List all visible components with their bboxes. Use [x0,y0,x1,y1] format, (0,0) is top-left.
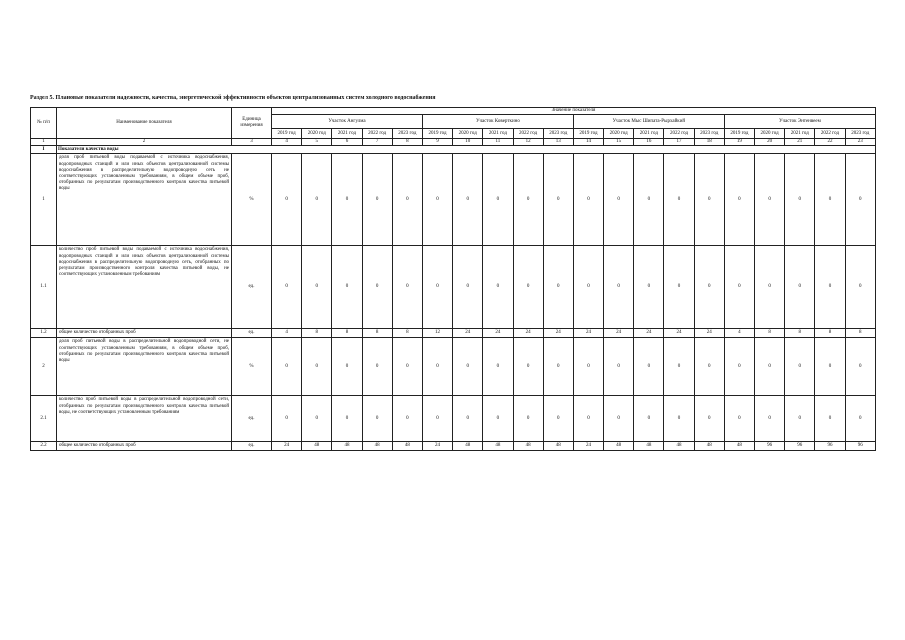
value-cell: 0 [272,396,302,442]
value-cell: 0 [694,154,724,246]
value-cell: 0 [664,154,694,246]
value-cell: 0 [815,246,845,329]
value-cell: 0 [724,246,754,329]
header-year: 2020 год [302,129,332,139]
value-cell: 0 [634,246,664,329]
value-cell: 24 [664,329,694,338]
row-name: общее количество отобранных проб [57,329,232,338]
value-cell: 0 [302,246,332,329]
row-unit: ед. [232,329,272,338]
header-year: 2020 год [604,129,634,139]
value-cell: 0 [604,338,634,396]
row-unit: % [232,338,272,396]
header-year: 2022 год [815,129,845,139]
value-cell: 96 [815,442,845,451]
value-cell: 48 [362,442,392,451]
header-year: 2019 год [272,129,302,139]
value-cell: 0 [724,396,754,442]
value-cell: 0 [785,338,815,396]
value-cell: 0 [302,154,332,246]
row-num: 2.2 [31,442,57,451]
value-cell: 0 [453,246,483,329]
header-unit: Единица измерения [232,108,272,139]
value-cell: 96 [755,442,785,451]
value-cell: 48 [392,442,422,451]
value-cell: 48 [453,442,483,451]
row-name: количество проб питьевой воды подаваемой с источника водоснабжения, водопроводных станций и или иных объектов централизованной системы водоснабжения в распределительную водопроводную сеть, отобранных по результатам производственного контроля качества питьевой воды, не соответствующих установленным требованиям [57,246,232,329]
value-cell: 24 [453,329,483,338]
value-cell: 24 [543,329,573,338]
value-cell: 0 [845,338,875,396]
column-number: 16 [634,139,664,146]
value-cell: 48 [604,442,634,451]
value-cell: 0 [392,246,422,329]
header-site-angulma: Участок Ангулма [272,115,423,129]
header-year: 2020 год [755,129,785,139]
row-name: общее количество отобранных проб [57,442,232,451]
column-number: 7 [362,139,392,146]
report-table [30,107,876,451]
value-cell: 48 [694,442,724,451]
value-cell: 0 [694,338,724,396]
value-cell: 0 [422,154,452,246]
value-cell: 8 [332,329,362,338]
column-number: 2 [57,139,232,146]
value-cell: 0 [543,154,573,246]
column-number: 21 [785,139,815,146]
column-number: 10 [453,139,483,146]
value-cell: 4 [724,329,754,338]
row-name: доля проб питьевой воды подаваемой с источника водоснабжения, водопроводных станций и или иных объектов централизованной системы водоснабжения в распределительную водопроводную сеть не соответствующих установленным требованиям, в общем объеме проб, отобранных по результатам производственного контроля качества питьевой воды [57,154,232,246]
value-cell: 0 [543,338,573,396]
value-cell: 0 [513,154,543,246]
section-title: Показатели качества воды [57,146,876,154]
column-number: 17 [664,139,694,146]
value-cell: 0 [483,338,513,396]
column-number: 19 [724,139,754,146]
table-row [31,154,876,246]
value-cell: 0 [785,154,815,246]
column-number: 5 [302,139,332,146]
value-cell: 48 [302,442,332,451]
value-cell: 24 [422,442,452,451]
value-cell: 0 [362,246,392,329]
column-number: 15 [604,139,634,146]
row-num: 1.1 [31,246,57,329]
value-cell: 0 [272,154,302,246]
row-unit: ед. [232,246,272,329]
value-cell: 24 [634,329,664,338]
column-number: 9 [422,139,452,146]
column-number: 8 [392,139,422,146]
value-cell: 0 [785,396,815,442]
value-cell: 0 [332,396,362,442]
value-cell: 0 [422,396,452,442]
value-cell: 24 [573,329,603,338]
value-cell: 0 [815,396,845,442]
header-value: Значение показателя [272,108,876,115]
value-cell: 0 [483,246,513,329]
header-year: 2023 год [543,129,573,139]
value-cell: 0 [694,246,724,329]
value-cell: 0 [604,246,634,329]
value-cell: 0 [362,154,392,246]
value-cell: 24 [272,442,302,451]
header-site-mys-shipata: Участок Мыс Шипата-Рырхайкий [573,115,724,129]
value-cell: 0 [573,396,603,442]
value-cell: 0 [755,396,785,442]
value-cell: 0 [453,154,483,246]
row-num: 2.1 [31,396,57,442]
value-cell: 8 [755,329,785,338]
table-row [31,442,876,451]
value-cell: 0 [604,154,634,246]
value-cell: 0 [332,338,362,396]
value-cell: 12 [422,329,452,338]
value-cell: 0 [845,154,875,246]
value-cell: 0 [573,338,603,396]
row-name: доля проб питьевой воды в распределительной водопроводной сети, не соответствующих установленным требованиям, в общем объеме проб, отобранных по результатам производственного контроля качества питьевой воды [57,338,232,396]
value-cell: 0 [302,396,332,442]
value-cell: 0 [392,396,422,442]
header-name: Наименование показателя [57,108,232,139]
value-cell: 96 [845,442,875,451]
row-unit: ед. [232,396,272,442]
header-year: 2022 год [664,129,694,139]
value-cell: 0 [724,338,754,396]
value-cell: 0 [664,246,694,329]
row-num: 1.2 [31,329,57,338]
value-cell: 8 [362,329,392,338]
header-year: 2022 год [513,129,543,139]
value-cell: 0 [755,246,785,329]
value-cell: 0 [845,396,875,442]
value-cell: 8 [845,329,875,338]
value-cell: 0 [392,338,422,396]
page-title: Раздел 5. Плановые показатели надежности, качества, энергетической эффективности объектов централизованных систем холодного водоснабжения [30,95,436,101]
value-cell: 0 [815,338,845,396]
value-cell: 0 [513,396,543,442]
value-cell: 0 [634,154,664,246]
value-cell: 8 [302,329,332,338]
value-cell: 4 [272,329,302,338]
header-year: 2019 год [573,129,603,139]
value-cell: 0 [362,396,392,442]
value-cell: 0 [634,338,664,396]
value-cell: 24 [513,329,543,338]
value-cell: 0 [513,246,543,329]
value-cell: 0 [483,396,513,442]
value-cell: 0 [724,154,754,246]
column-number: 23 [845,139,875,146]
header-num: № п/п [31,108,57,139]
column-number: 18 [694,139,724,146]
header-year: 2019 год [422,129,452,139]
header-year: 2022 год [362,129,392,139]
value-cell: 48 [513,442,543,451]
value-cell: 0 [573,246,603,329]
header-year: 2021 год [785,129,815,139]
value-cell: 24 [694,329,724,338]
column-number: 14 [573,139,603,146]
value-cell: 0 [543,246,573,329]
value-cell: 0 [453,338,483,396]
column-number: 1 [31,139,57,146]
value-cell: 0 [845,246,875,329]
column-number: 12 [513,139,543,146]
value-cell: 0 [392,154,422,246]
column-number: 22 [815,139,845,146]
value-cell: 0 [815,154,845,246]
value-cell: 8 [815,329,845,338]
value-cell: 8 [392,329,422,338]
value-cell: 0 [362,338,392,396]
value-cell: 0 [694,396,724,442]
column-number: 3 [232,139,272,146]
value-cell: 24 [604,329,634,338]
value-cell: 0 [422,246,452,329]
value-cell: 24 [483,329,513,338]
header-year: 2019 год [724,129,754,139]
header-site-entenveem: Участок Энтенвеем [724,115,875,129]
column-number: 4 [272,139,302,146]
header-year: 2023 год [392,129,422,139]
value-cell: 0 [483,154,513,246]
value-cell: 0 [302,338,332,396]
value-cell: 0 [332,246,362,329]
column-number: 13 [543,139,573,146]
header-year: 2021 год [332,129,362,139]
value-cell: 48 [634,442,664,451]
value-cell: 24 [573,442,603,451]
header-year: 2023 год [694,129,724,139]
value-cell: 48 [724,442,754,451]
value-cell: 0 [272,246,302,329]
value-cell: 0 [422,338,452,396]
value-cell: 96 [785,442,815,451]
row-num: 1 [31,154,57,246]
value-cell: 0 [332,154,362,246]
value-cell: 0 [755,338,785,396]
value-cell: 48 [664,442,694,451]
header-site-kovertkino: Участок Коверткино [422,115,573,129]
header-year: 2020 год [453,129,483,139]
value-cell: 0 [513,338,543,396]
column-number: 11 [483,139,513,146]
column-number: 6 [332,139,362,146]
value-cell: 0 [755,154,785,246]
table-row [31,329,876,338]
header-year: 2023 год [845,129,875,139]
value-cell: 0 [604,396,634,442]
value-cell: 0 [573,154,603,246]
value-cell: 8 [785,329,815,338]
table-row [31,396,876,442]
value-cell: 48 [483,442,513,451]
value-cell: 0 [785,246,815,329]
header-year: 2021 год [634,129,664,139]
value-cell: 48 [543,442,573,451]
table-row [31,338,876,396]
table-row [31,246,876,329]
column-number: 20 [755,139,785,146]
value-cell: 0 [664,338,694,396]
header-year: 2021 год [483,129,513,139]
value-cell: 0 [634,396,664,442]
row-unit: ед. [232,442,272,451]
value-cell: 0 [272,338,302,396]
value-cell: 0 [453,396,483,442]
row-num: 2 [31,338,57,396]
value-cell: 48 [332,442,362,451]
value-cell: 0 [543,396,573,442]
value-cell: 0 [664,396,694,442]
row-unit: % [232,154,272,246]
row-name: количество проб питьевой воды в распределительной водопроводной сети, отобранных по результатам производственного контроля качества питьевой воды, не соответствующих установленным требованиям [57,396,232,442]
section-num: I [31,146,57,154]
